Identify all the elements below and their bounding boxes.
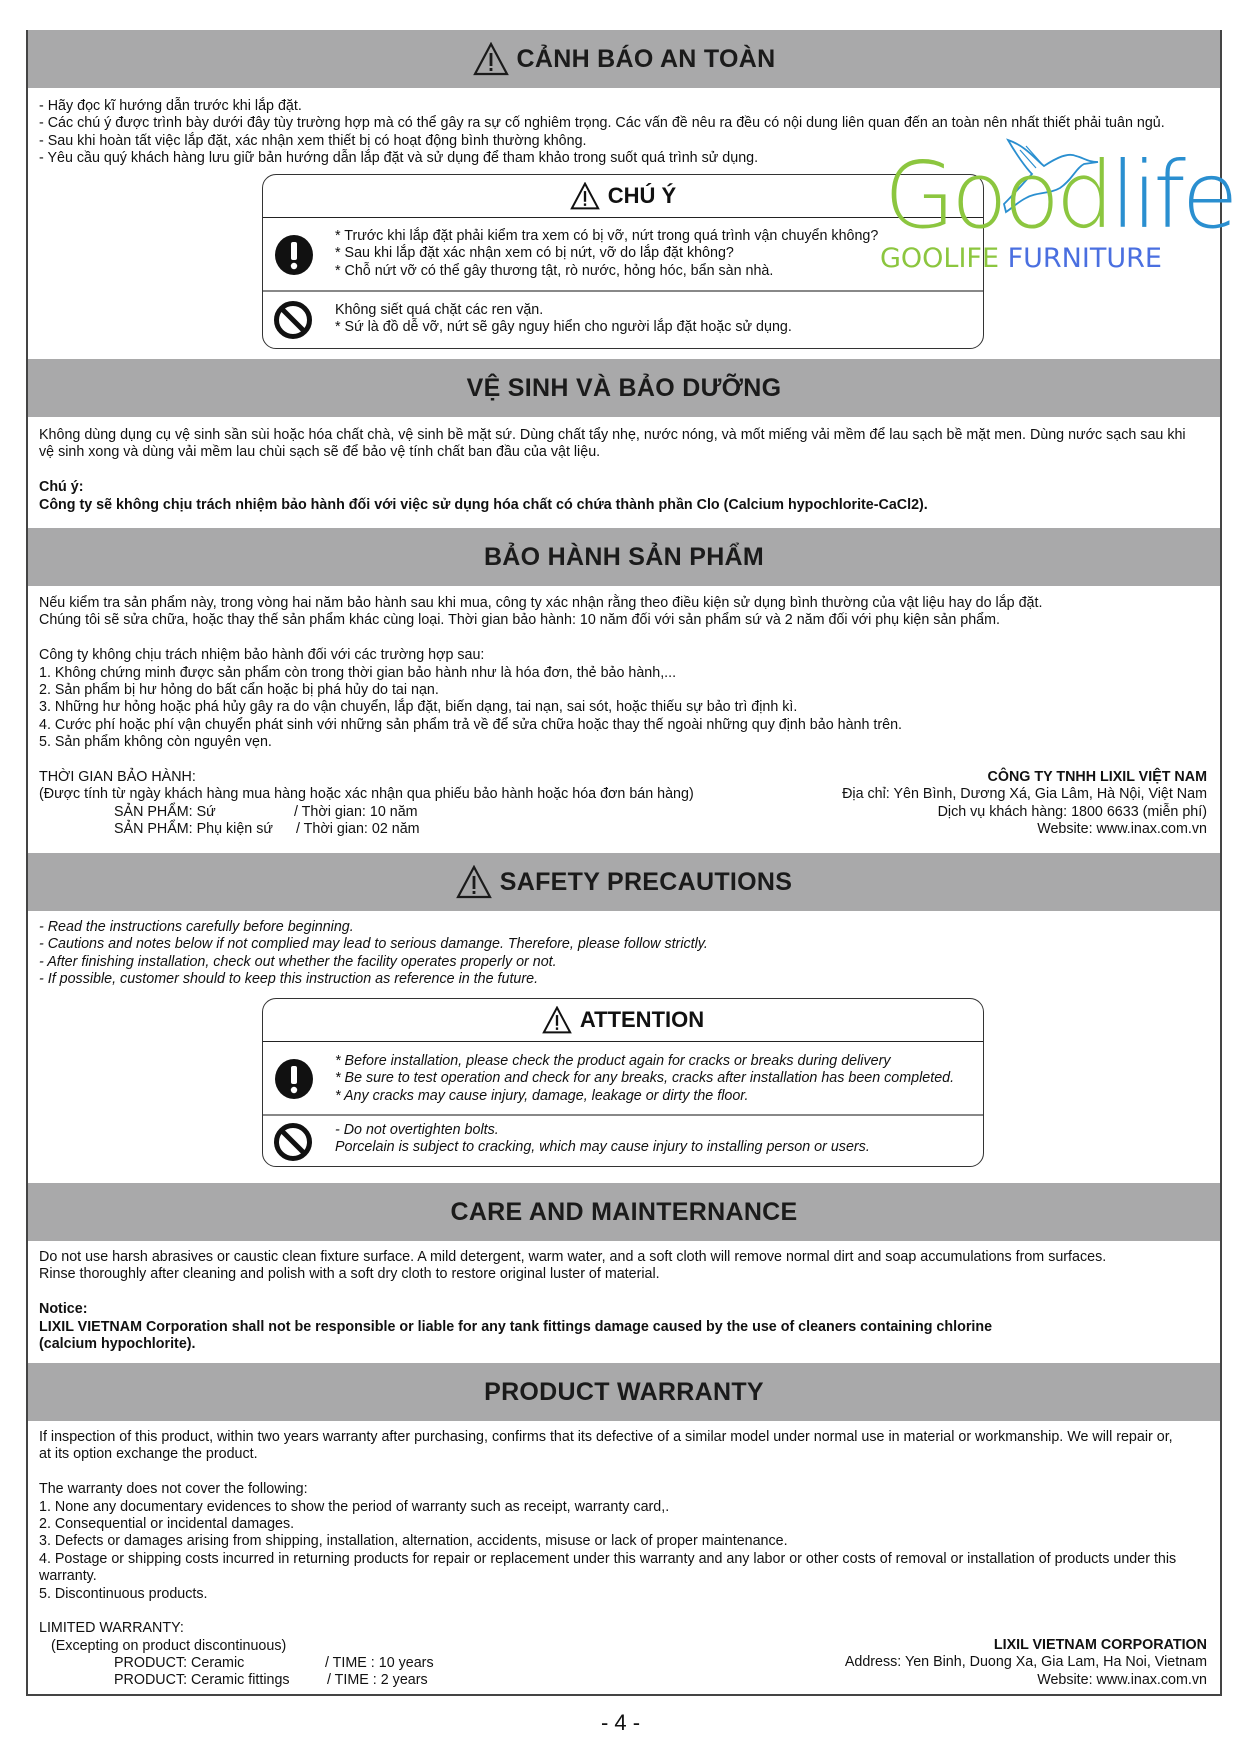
section-title: CẢNH BÁO AN TOÀN bbox=[516, 44, 776, 73]
warranty-period-label: THỜI GIAN BẢO HÀNH: bbox=[39, 768, 196, 785]
text-line: The warranty does not cover the following: bbox=[39, 1481, 308, 1498]
text-line: * Any cracks may cause injury, damage, leakage or dirty the floor. bbox=[335, 1087, 749, 1104]
text-line: * Be sure to test operation and check for any breaks, cracks after installation has been completed. bbox=[335, 1070, 955, 1087]
section-header-safety-en bbox=[28, 853, 1220, 911]
text-line: 4. Postage or shipping costs incurred in returning products for repair or replacement under this warranty and any labor or other costs of removal or installation of products under this bbox=[39, 1550, 1177, 1567]
section-title: PRODUCT WARRANTY bbox=[484, 1377, 764, 1406]
caution-warning-row bbox=[263, 218, 983, 292]
logo-wordmark-life: life bbox=[1110, 142, 1235, 249]
text-line: - Các chú ý được trình bày dưới đây tùy trường hợp mà có thể gây ra sự cố nghiêm trọng. Các vấn đề nêu ra đều có nội dung liên quan đến an toàn nên nhất thiết phải tuân ngủ. bbox=[39, 115, 1165, 132]
caution-title-text: CHÚ Ý bbox=[607, 183, 677, 208]
section-title: CARE AND MAINTERNANCE bbox=[450, 1197, 798, 1226]
text-line: vệ sinh xong và dùng vải mềm lau chùi sạch sẽ để bảo vệ tính chất ban đầu của vật liệu. bbox=[39, 444, 601, 461]
logo-wordmark-good: Good bbox=[884, 142, 1111, 249]
text-line: - Hãy đọc kĩ hướng dẫn trước khi lắp đặt. bbox=[39, 98, 302, 114]
attention-warning-row bbox=[263, 1042, 983, 1116]
exclamation-circle-icon bbox=[273, 234, 315, 276]
section-header-care-en bbox=[28, 1183, 1220, 1241]
text-line: Do not use harsh abrasives or caustic clean fixture surface. A mild detergent, warm water, and a soft cloth will remove normal dirt and soap accumulations from surfaces. bbox=[39, 1249, 1107, 1265]
text-line: Công ty không chịu trách nhiệm bảo hành đối với các trường hợp sau: bbox=[39, 647, 485, 664]
logo-wordmark bbox=[884, 142, 1235, 249]
section-header-warranty-en bbox=[28, 1363, 1220, 1421]
attention-title bbox=[263, 999, 983, 1042]
text-line: 3. Defects or damages arising from shipping, installation, alternation, accidents, misuse or lack of proper maintenance. bbox=[39, 1533, 788, 1550]
text-line: 3. Những hư hỏng hoặc phá hủy gây ra do vận chuyển, lắp đặt, biến dạng, tai nạn, sai sót, hoặc thiếu sự bảo trì định kì. bbox=[39, 699, 798, 716]
goodlife-logo bbox=[876, 132, 1235, 282]
prohibition-icon bbox=[273, 1122, 313, 1162]
attention-title-text: ATTENTION bbox=[579, 1007, 705, 1032]
attention-prohibit-row bbox=[263, 1116, 983, 1166]
text-line: Rinse thoroughly after cleaning and polish with a soft dry cloth to restore original luster of material. bbox=[39, 1266, 660, 1283]
text-line: 2. Sản phẩm bị hư hỏng do bất cẩn hoặc bị phá hủy do tai nạn. bbox=[39, 681, 439, 698]
page-number: - 4 - bbox=[600, 1710, 641, 1735]
warranty-period-label: LIMITED WARRANTY: bbox=[39, 1620, 184, 1637]
period-product: PRODUCT: Ceramic fittings bbox=[114, 1672, 290, 1689]
text-line: 1. None any documentary evidences to show the period of warranty such as receipt, warranty card,. bbox=[39, 1498, 670, 1515]
warning-triangle-icon bbox=[456, 865, 492, 899]
text-line: Không dùng dụng cụ vệ sinh sần sùi hoặc hóa chất chà, vệ sinh bề mặt sứ. Dùng chất tẩy nhẹ, nước nóng, và mốt miếng vải mềm để lau sạch bề mặt men. Dùng nước sạch sau khi bbox=[39, 427, 1186, 443]
company-name: LIXIL VIETNAM CORPORATION bbox=[993, 1637, 1207, 1653]
prohibition-icon bbox=[273, 300, 313, 340]
attention-box-en bbox=[262, 998, 984, 1167]
period-time: / TIME : 10 years bbox=[325, 1655, 434, 1672]
section-header-safety-vi bbox=[28, 30, 1220, 88]
text-line: at its option exchange the product. bbox=[39, 1446, 258, 1463]
logo-tagline-blue: FURNITURE bbox=[1007, 243, 1162, 274]
text-line: - Yêu cầu quý khách hàng lưu giữ bản hướng dẫn lắp đặt và sử dụng để tham khảo trong suốt quá trình sử dụng. bbox=[39, 150, 759, 167]
care-note-label: Notice: bbox=[39, 1301, 88, 1318]
warning-triangle-icon bbox=[542, 1006, 572, 1034]
section-title: SAFETY PRECAUTIONS bbox=[499, 867, 793, 896]
logo-tagline bbox=[880, 243, 1162, 274]
warranty-period-note: (Được tính từ ngày khách hàng mua hàng hoặc xác nhận qua phiếu bảo hành hoặc hóa đơn bán hàng) bbox=[39, 786, 694, 803]
period-product: SẢN PHẨM: Sứ bbox=[114, 803, 216, 820]
company-website[interactable]: Website: www.inax.com.vn bbox=[1037, 821, 1207, 838]
caution-prohibit-row bbox=[263, 292, 983, 348]
text-line: * Chỗ nứt vỡ có thể gây thương tật, rò nước, hỏng hóc, bẩn sàn nhà. bbox=[335, 262, 774, 279]
text-line: * Trước khi lắp đặt phải kiểm tra xem có bị vỡ, nứt trong quá trình vận chuyển không? bbox=[335, 228, 879, 244]
section-header-care-vi bbox=[28, 359, 1220, 417]
warning-triangle-icon bbox=[570, 182, 600, 210]
text-line: Chúng tôi sẽ sửa chữa, hoặc thay thế sản phẩm khác cùng loại. Thời gian bảo hành: 10 năm đối với sản phẩm sứ và 2 năm đối với phụ kiện sản phẩm. bbox=[39, 612, 1001, 629]
period-time: / Thời gian: 02 năm bbox=[296, 821, 420, 838]
text-line: * Sau khi lắp đặt xác nhận xem có bị nứt, vỡ do lắp đặt không? bbox=[335, 245, 734, 262]
text-line: * Sứ là đồ dễ vỡ, nứt sẽ gây nguy hiển cho người lắp đặt hoặc sử dụng. bbox=[335, 319, 792, 336]
text-line: warranty. bbox=[39, 1568, 97, 1585]
exclamation-circle-icon bbox=[273, 1058, 315, 1100]
text-line: - After finishing installation, check out whether the facility operates properly or not. bbox=[39, 953, 557, 970]
company-name: CÔNG TY TNHH LIXIL VIỆT NAM bbox=[987, 769, 1207, 785]
safety-intro-en bbox=[39, 919, 1209, 989]
caution-title bbox=[263, 175, 983, 218]
care-note-label: Chú ý: bbox=[39, 479, 84, 496]
care-body-vi bbox=[39, 427, 1209, 514]
period-time: / TIME : 2 years bbox=[327, 1672, 428, 1689]
text-line: 1. Không chứng minh được sản phẩm còn trong thời gian bảo hành như là hóa đơn, thẻ bảo hành,... bbox=[39, 664, 677, 681]
logo-tagline-green: GOOLIFE bbox=[880, 243, 1000, 274]
text-line: Nếu kiểm tra sản phẩm này, trong vòng hai năm bảo hành sau khi mua, công ty xác nhận rằng theo điều kiện sử dụng bình thường của vật liệu hay do lắp đặt. bbox=[39, 595, 1043, 611]
warning-triangle-icon bbox=[473, 42, 509, 76]
company-address: Địa chỉ: Yên Bình, Dương Xá, Gia Lâm, Hà Nội, Việt Nam bbox=[842, 786, 1207, 803]
text-line: 4. Cước phí hoặc phí vận chuyển phát sinh với những sản phẩm trả về để sửa chữa hoặc thay thế ngoài những quy định bảo hành trên. bbox=[39, 716, 903, 733]
care-body-en bbox=[39, 1249, 1209, 1353]
text-line: 5. Sản phẩm không còn nguyên vẹn. bbox=[39, 734, 272, 751]
company-hotline: Dịch vụ khách hàng: 1800 6633 (miễn phí) bbox=[937, 803, 1207, 820]
section-header-warranty-vi bbox=[28, 528, 1220, 586]
text-line: - Cautions and notes below if not complied may lead to serious damange. Therefore, please follow strictly. bbox=[39, 936, 708, 953]
text-line: Không siết quá chặt các ren vặn. bbox=[335, 302, 544, 318]
text-line: 5. Discontinuous products. bbox=[39, 1585, 208, 1602]
text-line: - If possible, customer should to keep this instruction as reference in the future. bbox=[39, 971, 539, 988]
text-line: - Sau khi hoàn tất việc lắp đặt, xác nhận xem thiết bị có hoạt động bình thường không. bbox=[39, 132, 587, 149]
warranty-period-note: (Excepting on product discontinuous) bbox=[51, 1637, 287, 1654]
text-line: 2. Consequential or incidental damages. bbox=[39, 1515, 295, 1532]
period-product: PRODUCT: Ceramic bbox=[114, 1655, 245, 1672]
care-note: Công ty sẽ không chịu trách nhiệm bảo hành đối với việc sử dụng hóa chất có chứa thành phần Clo (Calcium hypochlorite-CaCl2). bbox=[39, 496, 928, 513]
period-product: SẢN PHẨM: Phụ kiện sứ bbox=[114, 821, 273, 838]
section-title: BẢO HÀNH SẢN PHẨM bbox=[483, 542, 765, 571]
company-info-en bbox=[845, 1637, 1207, 1689]
text-line: If inspection of this product, within two years warranty after purchasing, confirms that its defective of a similar model under normal use in material or workmanship. We will repair or, bbox=[39, 1429, 1173, 1445]
care-note: (calcium hypochlorite). bbox=[39, 1335, 196, 1352]
text-line: Porcelain is subject to cracking, which may cause injury to installing person or users. bbox=[335, 1139, 870, 1156]
company-info-vi bbox=[842, 769, 1207, 839]
period-time: / Thời gian: 10 năm bbox=[294, 803, 418, 820]
company-website[interactable]: Website: www.inax.com.vn bbox=[1037, 1671, 1207, 1688]
company-address: Address: Yen Binh, Duong Xa, Gia Lam, Ha Noi, Vietnam bbox=[844, 1654, 1207, 1671]
care-note: LIXIL VIETNAM Corporation shall not be responsible or liable for any tank fittings damage caused by the use of cleaners containing chlorine bbox=[39, 1318, 993, 1335]
section-title: VỆ SINH VÀ BẢO DƯỠNG bbox=[466, 373, 782, 402]
text-line: * Before installation, please check the product again for cracks or breaks during delivery bbox=[335, 1053, 891, 1069]
text-line: - Do not overtighten bolts. bbox=[335, 1122, 499, 1138]
text-line: - Read the instructions carefully before beginning. bbox=[39, 919, 354, 935]
